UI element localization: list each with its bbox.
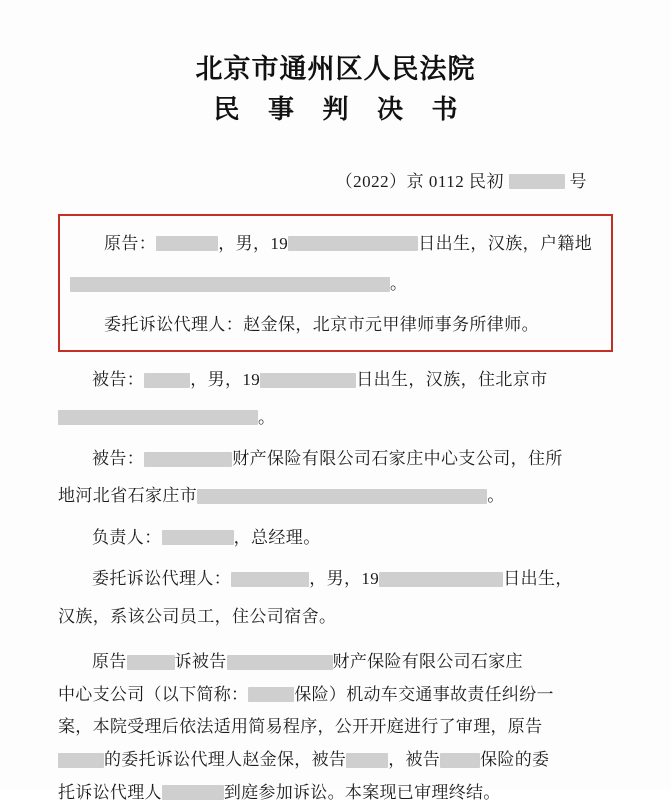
plaintiff-mid: ，男，19 (218, 233, 289, 253)
redaction-insurer-short (248, 687, 294, 702)
summary-seg8: ，被告 (388, 750, 441, 770)
redaction-case-number (509, 174, 565, 189)
principal-tail: ，总经理。 (233, 527, 321, 547)
document-title-block (58, 52, 613, 129)
defendant2-address-head: 地河北省石家庄市 (58, 486, 198, 506)
summary-seg4: 中心支公司（以下简称： (58, 684, 249, 704)
summary-seg7: 的委托诉讼代理人赵金保，被告 (104, 750, 347, 770)
plaintiff-tail: 日出生，汉族，户籍地 (418, 233, 593, 253)
defendant2-name-tail: 财产保险有限公司石家庄中心支公司，住所 (232, 448, 563, 468)
summary-seg10: 托诉讼代理人 (58, 782, 162, 802)
redaction-defendant2-name (144, 452, 232, 467)
plaintiff-address-line (70, 268, 601, 299)
defendant2-address-end: 。 (487, 486, 505, 506)
case-number-prefix: （2022）京 0112 民初 (335, 171, 504, 191)
defendant1-mid: ，男，19 (190, 370, 261, 390)
plaintiff-agent-line (70, 309, 601, 340)
redaction-defendant1-birthdate (260, 373, 356, 388)
defendant2-address-line (58, 480, 613, 511)
redaction-summary-agent (162, 785, 224, 800)
principal-line (58, 522, 613, 553)
redaction-summary-plaintiff-2 (58, 753, 104, 768)
plaintiff-address-end: 。 (390, 274, 408, 294)
case-number (58, 167, 613, 192)
redaction-plaintiff-name (156, 236, 218, 251)
summary-seg2: 诉被告 (174, 652, 227, 672)
parties-section (58, 364, 613, 809)
plaintiff-label: 原告： (104, 233, 157, 253)
summary-seg11: 到庭参加诉讼。本案现已审理终结。 (223, 782, 501, 802)
highlighted-plaintiff-section (58, 214, 613, 352)
case-number-suffix: 号 (569, 171, 587, 191)
principal-label: 负责人： (92, 527, 162, 547)
court-name: 北京市通州区人民法院 (195, 54, 476, 84)
summary-seg3: 财产保险有限公司石家庄 (332, 652, 523, 672)
defendant1-line (58, 364, 613, 395)
summary-seg9: 保险的委 (480, 750, 550, 770)
redaction-summary-defendant-2 (346, 753, 388, 768)
redaction-plaintiff-address (70, 277, 390, 292)
summary-seg1: 原告 (92, 652, 127, 672)
redaction-principal-name (162, 530, 234, 545)
agent2-line2: 汉族，系该公司员工，住公司宿舍。 (58, 606, 337, 626)
defendant2-label: 被告： (92, 448, 145, 468)
agent2-tail: 日出生， (503, 569, 573, 589)
redaction-agent2-name (231, 572, 309, 587)
redaction-defendant1-address (58, 410, 258, 425)
redaction-summary-plaintiff (127, 655, 175, 670)
defendant1-tail: 日出生，汉族，住北京市 (356, 370, 548, 390)
defendant1-address-line (58, 402, 613, 433)
plaintiff-agent-text: 委托诉讼代理人：赵金保，北京市元甲律师事务所律师。 (104, 314, 539, 334)
defendant1-label: 被告： (92, 370, 145, 390)
plaintiff-line (70, 228, 601, 259)
redaction-plaintiff-birthdate (288, 236, 418, 251)
summary-seg5: 保险）机动车交通事故责任纠纷一 (294, 684, 554, 704)
redaction-summary-defendant (227, 655, 333, 670)
defendant-agent-line (58, 563, 613, 594)
redaction-defendant1-name (144, 373, 190, 388)
defendant-agent-line-2 (58, 601, 613, 632)
redaction-defendant2-address (197, 489, 487, 504)
defendant1-address-end: 。 (258, 407, 276, 427)
summary-seg6: 案，本院受理后依法适用简易程序，公开开庭进行了审理，原告 (58, 717, 543, 737)
redaction-agent2-birthdate (379, 572, 503, 587)
redaction-summary-insurer (440, 753, 480, 768)
agent2-mid: ，男，19 (309, 569, 380, 589)
case-summary-paragraph (58, 646, 613, 809)
agent2-label: 委托诉讼代理人： (92, 569, 232, 589)
document-type-title: 民 事 判 决 书 (213, 95, 469, 125)
defendant2-line (58, 443, 613, 474)
